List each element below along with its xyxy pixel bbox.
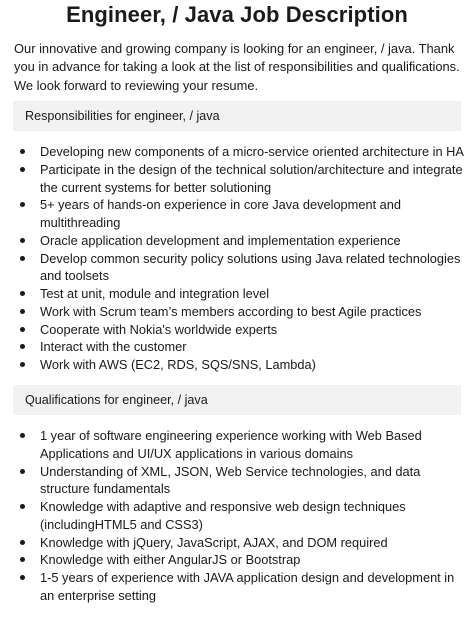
list-item [14, 303, 464, 321]
list-item-text: Oracle application development and implementation experience [40, 232, 401, 248]
list-item-text: 5+ years of hands-on experience in core Java development and multithreading [40, 197, 402, 230]
responsibilities-heading: Responsibilities for engineer, / java [13, 101, 461, 131]
list-item [14, 498, 464, 534]
bullet-icon [20, 202, 25, 207]
responsibilities-list [14, 143, 464, 374]
qualifications-list [14, 427, 464, 605]
bullet-icon [20, 291, 25, 296]
bullet-icon [20, 327, 25, 332]
bullet-icon [20, 433, 25, 438]
list-item [14, 250, 464, 286]
list-item-text: Test at unit, module and integration level [40, 286, 270, 301]
list-item [14, 232, 464, 250]
bullet-icon [20, 469, 25, 474]
list-item-text: Understanding of XML, JSON, Web Service technologies, and data structure fundamentals [40, 463, 421, 497]
bullet-icon [20, 540, 25, 545]
list-item [14, 551, 464, 569]
bullet-icon [20, 557, 25, 562]
page-title: Engineer, / Java Job Description [66, 2, 408, 27]
list-item [14, 285, 464, 303]
bullet-icon [20, 575, 25, 580]
list-item-text: Knowledge with jQuery, JavaScript, AJAX, and DOM required [40, 534, 388, 550]
list-item [14, 569, 464, 605]
bullet-icon [20, 362, 25, 367]
list-item [14, 338, 464, 356]
list-item-text: 1-5 years of experience with JAVA application design and development in an enterprise setting [40, 570, 455, 603]
list-item-text: Develop common security policy solutions using Java related technologies and toolsets [40, 250, 461, 284]
list-item [14, 143, 464, 161]
bullet-icon [20, 149, 25, 154]
bullet-icon [20, 256, 25, 261]
list-item [14, 161, 464, 197]
bullet-icon [20, 167, 25, 172]
list-item-text: Interact with the customer [40, 339, 187, 355]
list-item-text: Knowledge with either AngularJS or Bootstrap [40, 552, 301, 568]
list-item-text: Cooperate with Nokia's worldwide experts [40, 321, 278, 337]
bullet-icon [20, 238, 25, 243]
list-item-text: Participate in the design of the technical solution/architecture and integrate the current systems for better solutioning [40, 161, 463, 195]
bullet-icon [20, 344, 25, 349]
list-item [14, 356, 464, 374]
bullet-icon [20, 504, 25, 509]
list-item-text: Work with Scrum team’s members according to best Agile practices [40, 303, 422, 319]
list-item-text: Knowledge with adaptive and responsive web design techniques (includingHTML5 and CSS3) [40, 499, 406, 532]
qualifications-heading: Qualifications for engineer, / java [13, 385, 461, 415]
list-item-text: 1 year of software engineering experience working with Web Based Applications and UI/UX applications in various domains [40, 428, 422, 461]
list-item [14, 196, 464, 232]
list-item [14, 427, 464, 463]
list-item-text: Work with AWS (EC2, RDS, SQS/SNS, Lambda) [40, 357, 316, 372]
bullet-icon [20, 309, 25, 314]
list-item [14, 463, 464, 499]
intro-paragraph: Our innovative and growing company is looking for an engineer, / java. Thank you in advance for taking a look at the list of responsibilities and qualifications. We look forward to reviewing your resume. [14, 41, 460, 93]
list-item [14, 321, 464, 339]
list-item [14, 534, 464, 552]
list-item-text: Developing new components of a micro-service oriented architecture in HA [40, 144, 464, 159]
